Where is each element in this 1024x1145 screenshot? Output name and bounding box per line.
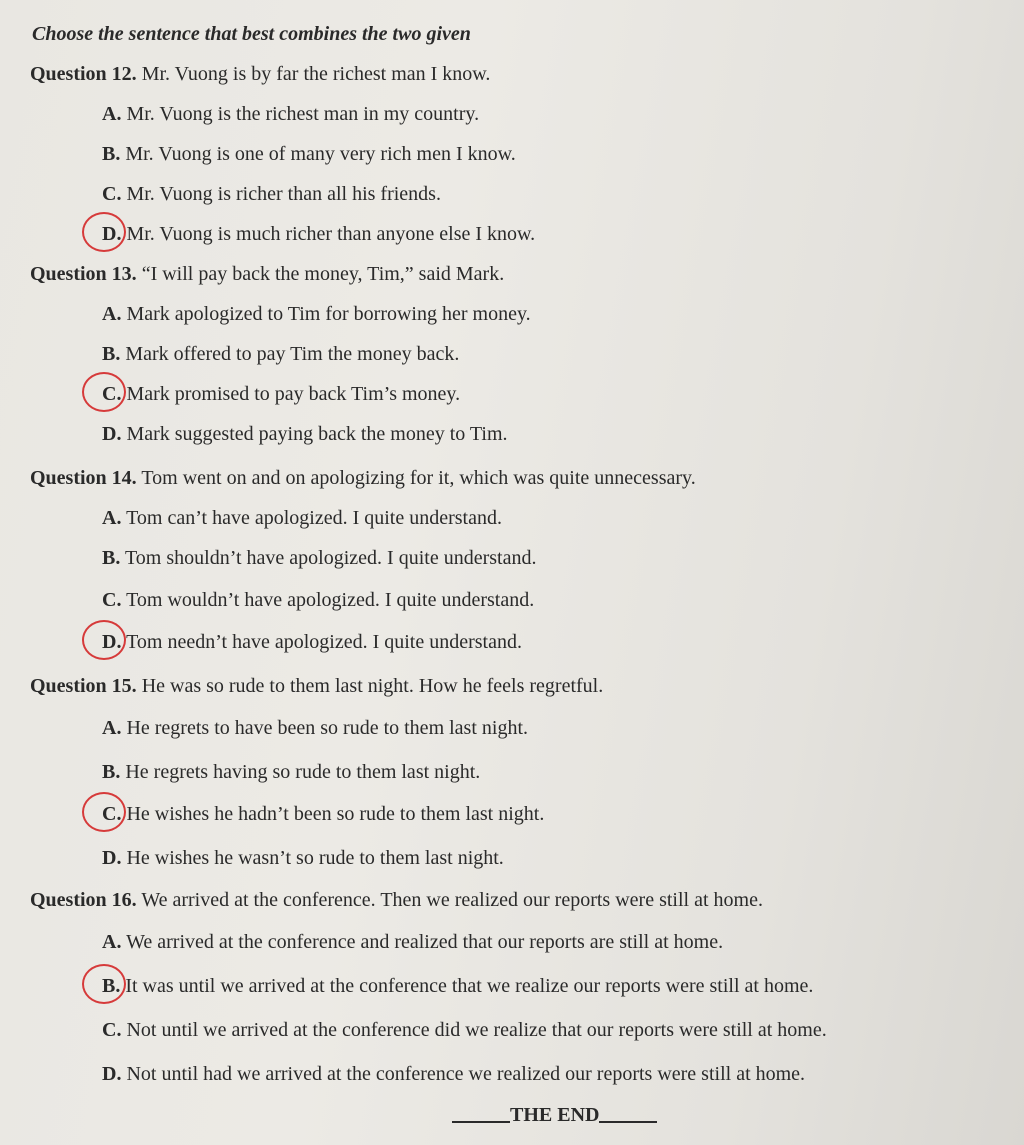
option-15-c [102, 802, 544, 826]
option-14-b [102, 546, 536, 570]
option-letter: C. [102, 589, 122, 611]
question-label: Question 14. [30, 467, 137, 489]
question-label: Question 16. [30, 889, 137, 911]
option-12-c [102, 182, 441, 206]
option-text: Tom can’t have apologized. I quite understand. [121, 507, 502, 529]
question-stem: We arrived at the conference. Then we realized our reports were still at home. [136, 889, 763, 911]
option-16-c [102, 1018, 827, 1042]
option-letter: A. [102, 507, 122, 529]
option-16-b [102, 974, 813, 998]
question-label: Question 15. [30, 675, 137, 697]
option-text: Not until had we arrived at the conference we realized our reports were still at home. [121, 1063, 806, 1085]
answer-circle-mark [82, 792, 126, 832]
option-letter: A. [102, 717, 122, 739]
option-letter: C. [102, 803, 122, 825]
question-15 [30, 674, 603, 698]
answer-circle-mark [82, 620, 126, 660]
answer-circle-mark [82, 212, 126, 252]
option-text: Mr. Vuong is richer than all his friends. [121, 183, 441, 205]
option-letter: D. [102, 1063, 122, 1085]
blank-line [599, 1121, 657, 1123]
option-16-a [102, 930, 723, 954]
option-12-d [102, 222, 535, 246]
option-letter: B. [102, 343, 121, 365]
option-letter: B. [102, 761, 121, 783]
option-12-a [102, 102, 479, 126]
option-text: It was until we arrived at the conference that we realize our reports were still at home. [120, 975, 814, 997]
question-stem: Mr. Vuong is by far the richest man I know. [136, 63, 491, 85]
option-letter: D. [102, 223, 122, 245]
option-text: He regrets having so rude to them last night. [120, 761, 481, 783]
option-14-c [102, 588, 534, 612]
option-15-a [102, 716, 528, 740]
option-letter: A. [102, 103, 122, 125]
option-14-a [102, 506, 502, 530]
question-12 [30, 62, 490, 86]
option-letter: A. [102, 303, 122, 325]
option-13-b [102, 342, 459, 366]
option-letter: B. [102, 975, 121, 997]
question-13 [30, 262, 504, 286]
option-15-d [102, 846, 504, 870]
question-14 [30, 466, 696, 490]
option-text: Mr. Vuong is one of many very rich men I know. [120, 143, 516, 165]
option-text: Tom needn’t have apologized. I quite understand. [121, 631, 522, 653]
option-letter: C. [102, 383, 122, 405]
answer-circle-mark [82, 372, 126, 412]
blank-line [452, 1121, 510, 1123]
option-text: Not until we arrived at the conference did we realize that our reports were still at home. [121, 1019, 827, 1041]
option-letter: C. [102, 183, 122, 205]
option-13-c [102, 382, 460, 406]
option-13-d [102, 422, 508, 446]
option-letter: D. [102, 631, 122, 653]
option-text: Mark offered to pay Tim the money back. [120, 343, 460, 365]
answer-circle-mark [82, 964, 126, 1004]
option-text: Mr. Vuong is much richer than anyone else I know. [121, 223, 536, 245]
the-end-footer [452, 1104, 657, 1127]
option-13-a [102, 302, 531, 326]
option-text: Mark promised to pay back Tim’s money. [121, 383, 461, 405]
option-text: Tom shouldn’t have apologized. I quite understand. [120, 547, 537, 569]
question-label: Question 13. [30, 263, 137, 285]
question-stem: “I will pay back the money, Tim,” said Mark. [136, 263, 505, 285]
end-text: THE END [510, 1104, 600, 1126]
instruction-text: Choose the sentence that best combines the two given [32, 23, 471, 45]
question-stem: Tom went on and on apologizing for it, which was quite unnecessary. [136, 467, 696, 489]
option-14-d [102, 630, 522, 654]
option-text: Tom wouldn’t have apologized. I quite understand. [121, 589, 535, 611]
option-text: Mark apologized to Tim for borrowing her money. [121, 303, 531, 325]
question-label: Question 12. [30, 63, 137, 85]
option-text: We arrived at the conference and realized that our reports are still at home. [121, 931, 724, 953]
option-letter: D. [102, 423, 122, 445]
option-text: He regrets to have been so rude to them last night. [121, 717, 529, 739]
option-text: He wishes he wasn’t so rude to them last night. [121, 847, 504, 869]
option-12-b [102, 142, 516, 166]
option-15-b [102, 760, 480, 784]
option-text: He wishes he hadn’t been so rude to them last night. [121, 803, 545, 825]
option-letter: B. [102, 143, 121, 165]
option-letter: C. [102, 1019, 122, 1041]
question-stem: He was so rude to them last night. How he feels regretful. [136, 675, 604, 697]
option-letter: D. [102, 847, 122, 869]
option-text: Mr. Vuong is the richest man in my country. [121, 103, 480, 125]
option-16-d [102, 1062, 805, 1086]
option-letter: B. [102, 547, 121, 569]
option-letter: A. [102, 931, 122, 953]
option-text: Mark suggested paying back the money to Tim. [121, 423, 508, 445]
question-16 [30, 888, 763, 912]
